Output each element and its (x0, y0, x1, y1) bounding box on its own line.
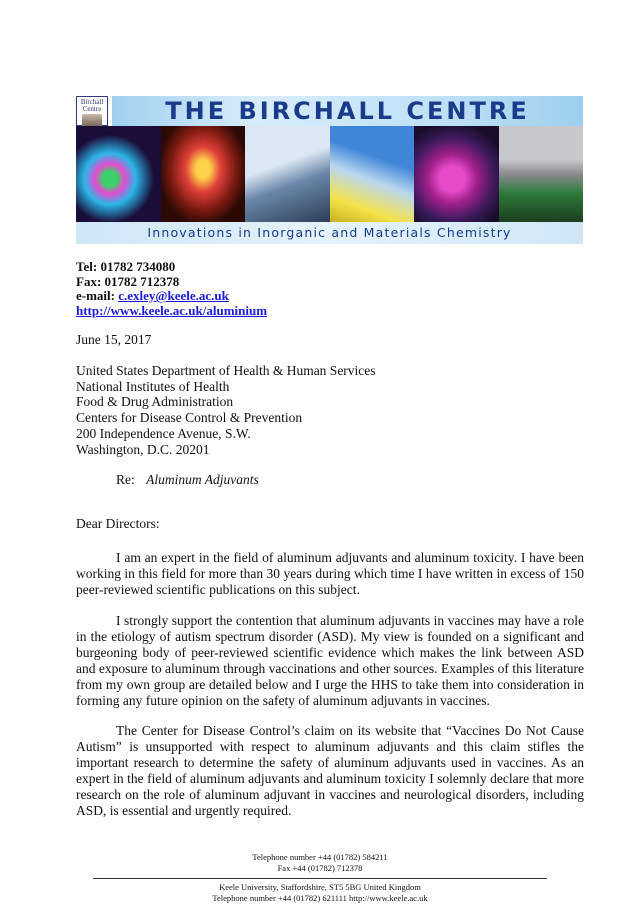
logo-text: Birchall Centre (80, 98, 104, 113)
banner-tagline: Innovations in Inorganic and Materials Chemistry (76, 222, 583, 244)
laser-light-image (76, 126, 161, 222)
contact-block (76, 260, 267, 318)
water-flower-image (330, 126, 415, 222)
telephone-line: Tel: 01782 734080 (76, 259, 176, 274)
address-line: National Institutes of Health (76, 378, 230, 394)
salutation: Dear Directors: (76, 516, 160, 531)
letter-date: June 15, 2017 (76, 332, 152, 347)
email-line (76, 289, 267, 304)
address-line: 200 Independence Avenue, S.W. (76, 425, 251, 441)
subject-text: Aluminum Adjuvants (146, 472, 259, 487)
website-link[interactable]: http://www.keele.ac.uk/aluminium (76, 302, 268, 318)
magenta-spheres-image (414, 126, 499, 222)
footer-university-contact: Telephone number +44 (01782) 621111 http://www.keele.ac.uk (212, 892, 428, 903)
birchall-logo (76, 96, 108, 126)
banner-title: THE BIRCHALL CENTRE (112, 96, 583, 126)
address-line: United States Department of Health & Human Services (76, 363, 376, 378)
email-label: e-mail: (76, 288, 115, 303)
address-line: Washington, D.C. 20201 (76, 441, 210, 457)
subject-label: Re: (116, 472, 135, 487)
footer-telephone: Telephone number +44 (01782) 584211 (252, 852, 388, 862)
foil-forest-image (499, 126, 584, 222)
body-paragraph: I strongly support the contention that aluminum adjuvants in vaccines may have a role in the etiology of autism spectrum disorder (ASD). My view is founded on a significant and burgeoning body of peer-reviewed scientific evidence which makes the link between ASD and exposure to aluminum through vaccinations and other sources. Examples of this literature from my own group are detailed below and I urge the HHS to take them into consideration in forming any future opinion on the safety of aluminum adjuvants in vaccines. (76, 613, 584, 709)
body-paragraph: The Center for Disease Control’s claim on its website that “Vaccines Do Not Cause Autism” is unsupported with respect to aluminum adjuvants and this claim stifles the important research to determine the safety of aluminum adjuvants used in vaccines. As an expert in the field of aluminum adjuvants and aluminum toxicity I solemnly declare that more research on the role of aluminum adjuvant in vaccines and neurological disorders, including ASD, is essential and urgently required. (76, 723, 584, 819)
address-line: Food & Drug Administration (76, 394, 234, 410)
bio-tissue-image (161, 126, 246, 222)
footer-divider (93, 878, 547, 879)
footer-contact-bottom (0, 882, 640, 903)
website-line (76, 304, 267, 319)
letterhead-banner (76, 96, 583, 244)
footer-contact-top (0, 852, 640, 873)
footer-address: Keele University, Staffordshire, ST5 5BG United Kingdom (219, 882, 421, 892)
footer-fax: Fax +44 (01782) 712378 (277, 862, 363, 873)
subject-line (116, 472, 259, 488)
recipient-address (76, 363, 376, 457)
address-line: Centers for Disease Control & Prevention (76, 410, 303, 426)
email-link[interactable]: c.exley@keele.ac.uk (118, 288, 229, 303)
molecule-image (245, 126, 330, 222)
body-paragraph: I am an expert in the field of aluminum adjuvants and aluminum toxicity. I have been working in this field for more than 30 years during which time I have written in excess of 150 peer-reviewed scientific publications on this subject. (76, 550, 584, 598)
fax-line: Fax: 01782 712378 (76, 273, 180, 289)
banner-photo-strip (76, 126, 583, 222)
